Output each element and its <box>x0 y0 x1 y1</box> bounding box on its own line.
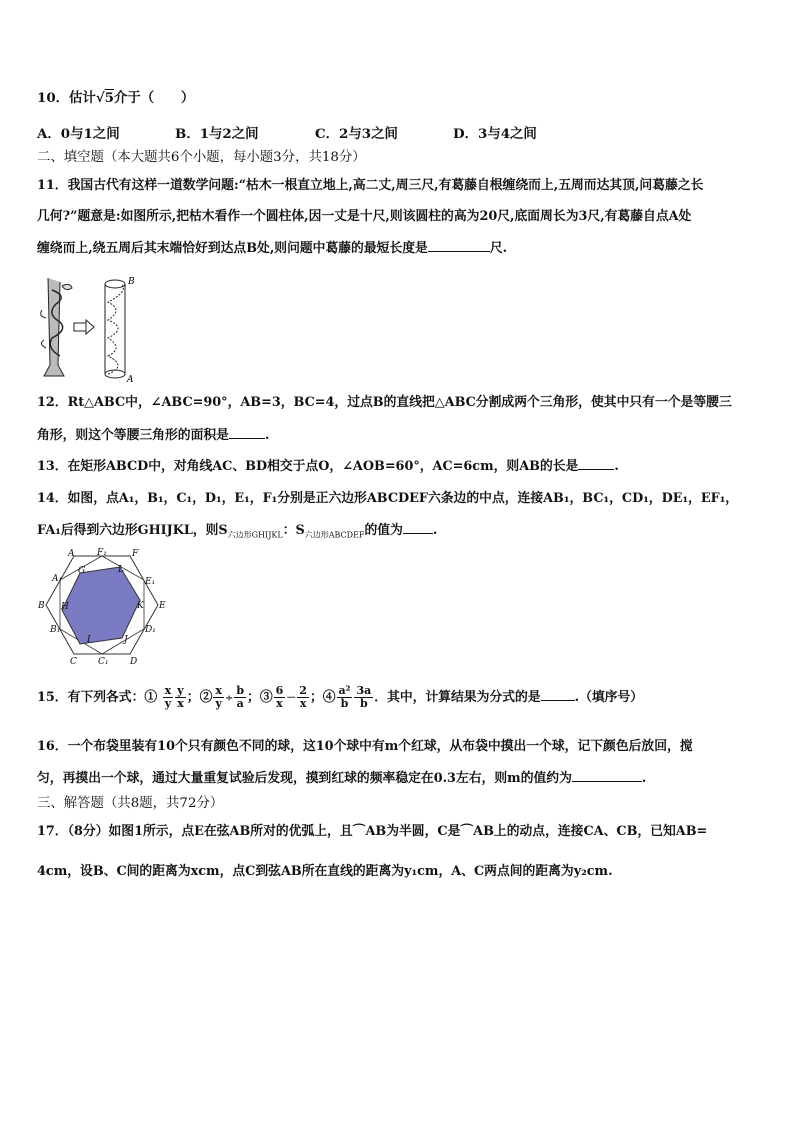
q15-prefix: 15．有下列各式：① <box>37 690 158 705</box>
label-f: F <box>132 549 139 559</box>
label-b1: B₁ <box>50 625 61 635</box>
label-e1: E₁ <box>145 577 156 587</box>
q17-line-2: 4cm，设B、C间的距离为xcm，点C到弦AB所在直线的距离为y₁cm，A、C两点间的距离为y₂cm. <box>37 864 613 879</box>
label-c1: C₁ <box>98 657 109 666</box>
q10-option-a: A．0与1之间 <box>37 126 120 142</box>
label-d: D <box>130 657 138 666</box>
q12-line-1: 12．Rt△ABC中，∠ABC=90°，AB=3，BC=4，过点B的直线把△ABC分割成两个三角形，使其中只有一个是等腰三 <box>37 395 732 410</box>
label-b: B <box>38 601 45 611</box>
label-a: A <box>68 549 75 559</box>
q12-line-2-end: . <box>264 428 270 443</box>
q11-line-3-text: 缠绕而上,绕五周后其末端恰好到达点B处,则问题中葛藤的最短长度是 <box>37 241 428 256</box>
answer-blank[interactable] <box>229 425 265 439</box>
q16-line-2-text: 匀，再摸出一个球，通过大量重复试验后发现，摸到红球的频率稳定在0.3左右，则m的值约为 <box>37 771 572 786</box>
label-e: E <box>159 601 166 611</box>
q10-options <box>37 124 757 144</box>
question-10 <box>37 88 757 108</box>
fraction: $\frac{3a}{b}$ <box>356 684 372 710</box>
q15-sep-4: ；④ <box>309 690 336 705</box>
question-15 <box>37 684 757 713</box>
fraction: $\frac{b}{a}$ <box>236 684 245 710</box>
q10-option-c: C．2与3之间 <box>315 126 398 142</box>
answer-blank[interactable] <box>572 768 642 782</box>
fraction: $\frac{x}{y}$ <box>164 684 172 710</box>
hexagon-figure <box>36 548 170 666</box>
question-13 <box>37 456 757 477</box>
q14-subscript-1: 六边形GHIJKL <box>227 530 283 540</box>
q11-line-3-end: 尺. <box>489 241 508 256</box>
q10-suffix: 介于（ ） <box>113 90 195 106</box>
label-c: C <box>70 657 77 666</box>
fraction: $\frac{y}{x}$ <box>177 684 184 710</box>
q10-option-b: B．1与2之间 <box>175 126 259 142</box>
label-a1: A₁ <box>52 574 63 584</box>
label-k: K <box>137 601 144 611</box>
q14-text-b: 的值为 <box>364 523 403 538</box>
q15-suffix: ．其中，计算结果为分式的是 <box>374 690 541 705</box>
q15-sep-3: ；③ <box>247 690 273 705</box>
answer-blank[interactable] <box>541 687 575 701</box>
q13-text: 13．在矩形ABCD中，对角线AC、BD相交于点O，∠AOB=60°，AC=6cm，则AB的长是 <box>37 459 579 474</box>
answer-blank[interactable] <box>403 520 433 534</box>
q16-end: . <box>641 771 647 786</box>
q12-line-2-text: 角形，则这个等腰三角形的面积是 <box>37 428 229 443</box>
label-d1: D₁ <box>145 625 156 635</box>
label-h: H <box>61 602 69 612</box>
section-2-heading: 二、填空题（本大题共6个小题，每小题3分，共18分） <box>37 150 366 165</box>
q10-option-d: D．3与4之间 <box>453 126 537 142</box>
q11-line-3 <box>37 238 757 259</box>
q10-prefix: 10．估计 <box>37 90 96 106</box>
q12-line-2 <box>37 425 757 446</box>
label-l: L <box>118 565 124 575</box>
q16-line-2 <box>37 768 757 789</box>
q16-line-1: 16．一个布袋里装有10个只有颜色不同的球，这10个球中有m个红球，从布袋中摸出一个球，记下颜色后放回，搅 <box>37 739 693 754</box>
label-f1: F₁ <box>97 548 107 558</box>
q11-line-2: 几何?”题意是:如图所示,把枯木看作一个圆柱体,因一丈是十尺,则该圆柱的高为20尺,底面周长为3尺,有葛藤自点A处 <box>37 209 692 224</box>
answer-blank[interactable] <box>578 456 614 470</box>
point-b-label: B <box>128 277 135 287</box>
q14-line-2 <box>37 520 757 546</box>
point-a-label: A <box>127 375 134 385</box>
q15-sep-2: ；② <box>186 690 213 705</box>
q15-end: .（填序号） <box>574 690 644 705</box>
q14-colon: ：S <box>282 523 305 538</box>
q17-line-1: 17．（8分）如图1所示，点E在弦AB所对的优弧上，且⌒AB为半圆，C是⌒AB上的动点，连接CA、CB，已知AB= <box>37 824 708 839</box>
q14-subscript-2: 六边形ABCDEF <box>304 530 365 540</box>
label-j: J <box>124 635 128 645</box>
fraction: $\frac{2}{x}$ <box>299 684 307 710</box>
q14-line-1: 14．如图，点A₁，B₁，C₁，D₁，E₁，F₁分别是正六边形ABCDEF六条边的中点，连接AB₁，BC₁，CD₁，DE₁，EF₁， <box>37 491 739 506</box>
q14-text-a: FA₁后得到六边形GHIJKL，则S <box>37 523 228 538</box>
minus-sign: － <box>286 693 297 704</box>
label-i: I <box>87 635 91 645</box>
fraction: $\frac{\text{a²}}{b}$ <box>338 684 351 710</box>
sqrt-symbol: √ <box>95 90 105 106</box>
q13-end: . <box>614 459 619 474</box>
fraction: $\frac{6}{x}$ <box>275 684 284 710</box>
q10-radical: 5 <box>104 90 114 106</box>
label-g: G <box>78 566 86 576</box>
answer-blank[interactable] <box>428 238 490 252</box>
divide-sign: ÷ <box>224 693 234 704</box>
q14-end: . <box>432 523 438 538</box>
tree-cylinder-figure <box>38 270 138 385</box>
fraction: $\frac{x}{y}$ <box>215 684 222 710</box>
q11-line-1: 11．我国古代有这样一道数学问题:“枯木一根直立地上,高二丈,周三尺,有葛藤自根缠绕而上,五周而达其顶,问葛藤之长 <box>37 178 704 193</box>
section-3-heading: 三、解答题（共8题，共72分） <box>37 796 224 811</box>
